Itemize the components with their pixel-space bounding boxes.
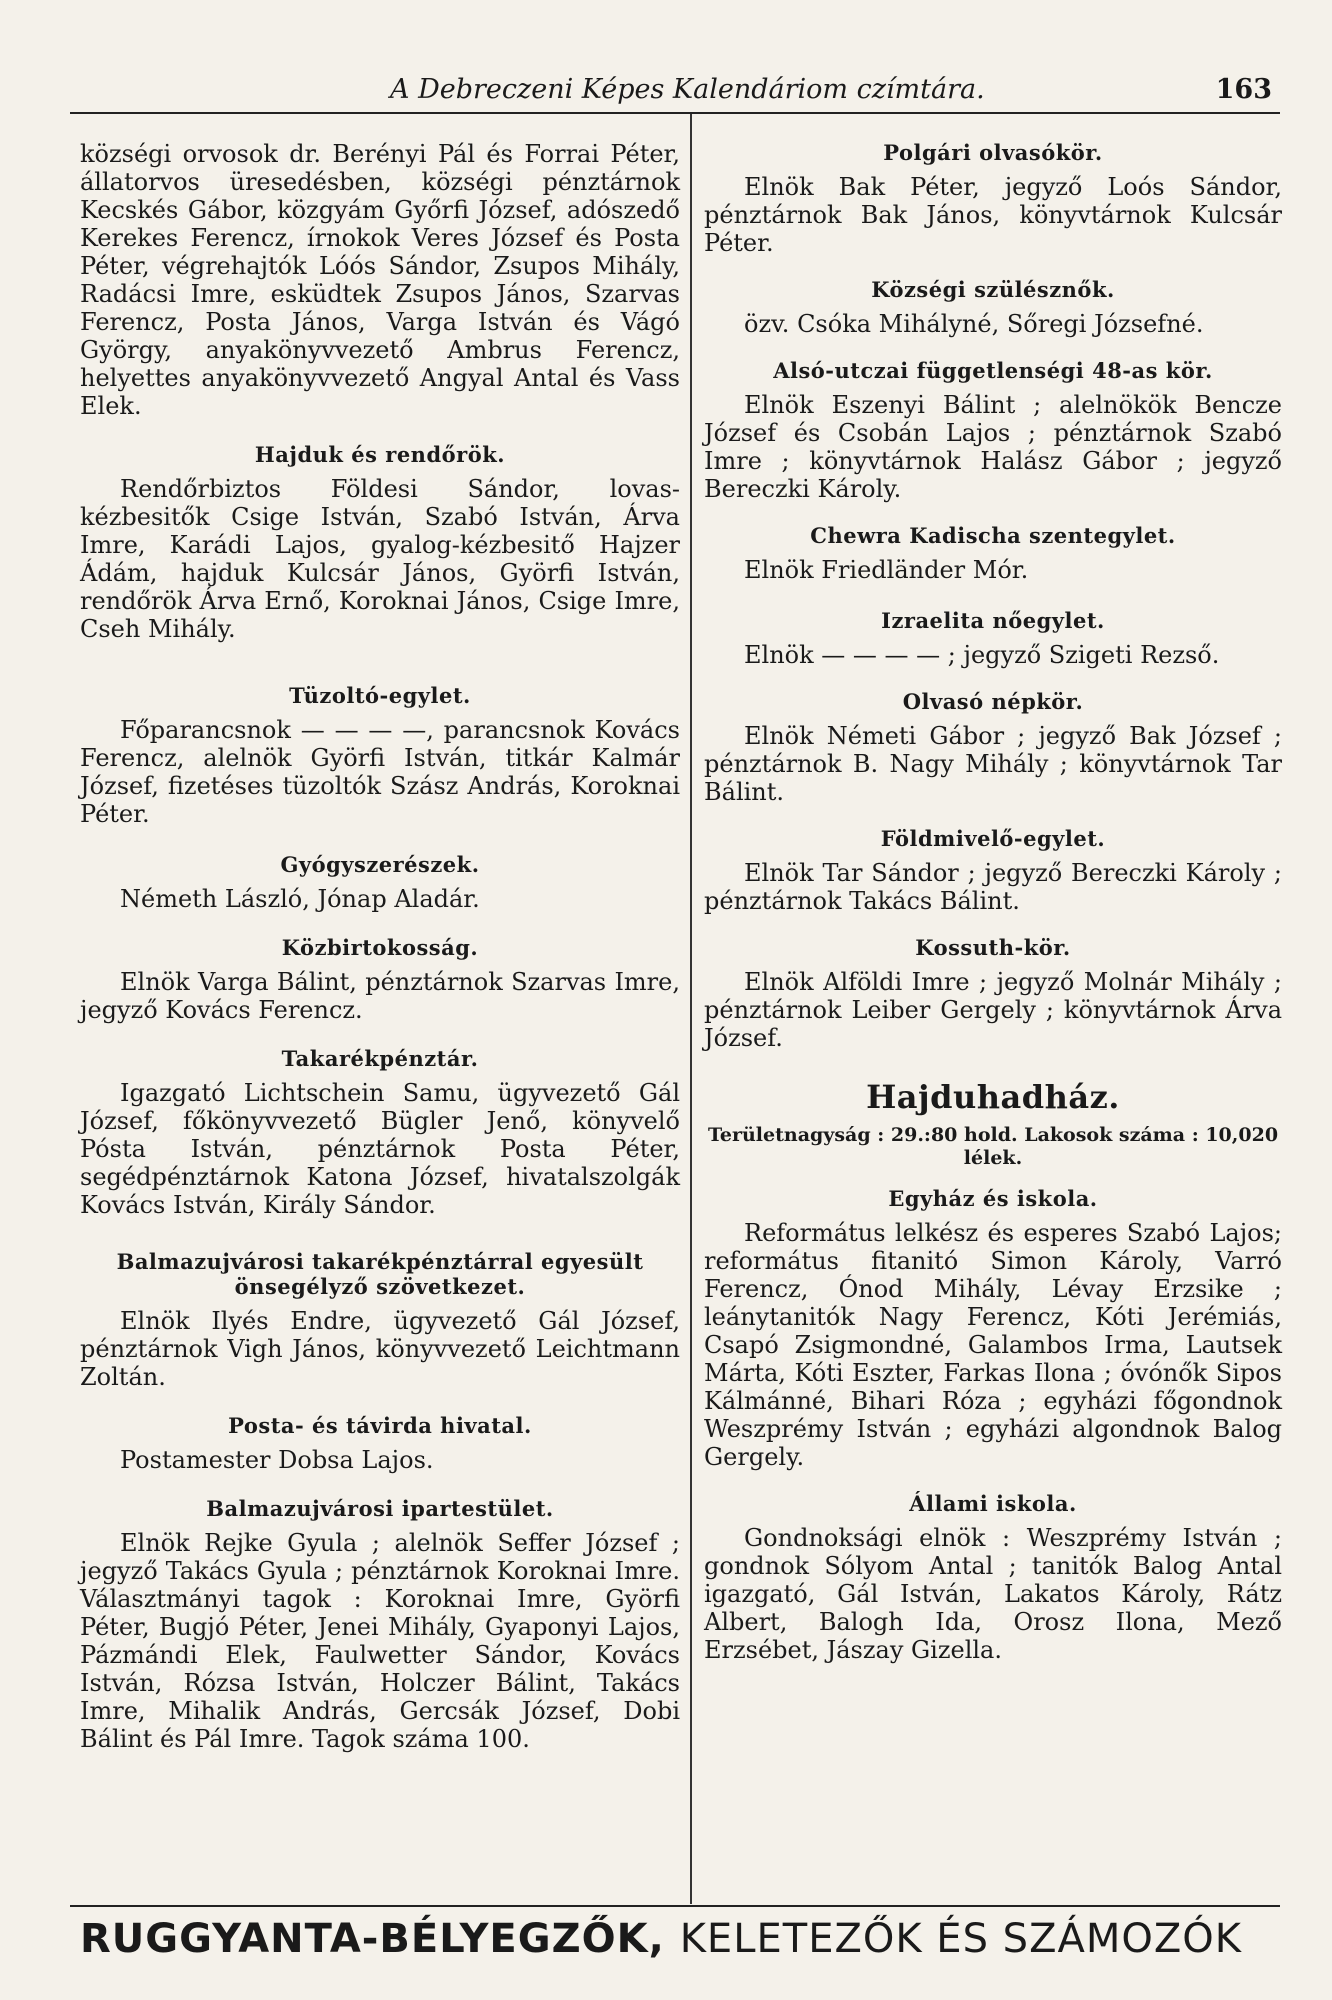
section-heading: Közbirtokosság. [281,935,479,960]
section-text: Elnök Tar Sándor ; jegyző Bereczki Károly ; pénztárnok Takács Bálint. [704,859,1282,915]
section-text: özv. Csóka Mihályné, Sőregi Józsefné. [744,310,1204,338]
section-text: Elnök Varga Bálint, pénztárnok Szarvas Imre, jegyző Kovács Ferencz. [80,968,680,1024]
section [80,442,680,643]
section-text: Postamester Dobsa Lajos. [120,1446,434,1474]
section-heading: Chewra Kadischa szentegylet. [810,523,1176,548]
section-heading: Balmazujvárosi takarékpénztárral egyesült önsegélyző szövetkezet. [116,1249,644,1299]
ad-bold-text: RUGGYANTA-BÉLYEGZŐK, [80,1916,665,1962]
left-column [80,140,680,1753]
section-heading: Állami iskola. [909,1491,1077,1516]
section-heading: Hajduk és rendőrök. [254,442,506,467]
section [704,523,1282,584]
section [80,935,680,1024]
section-heading: Polgári olvasókör. [883,140,1103,165]
section [80,1046,680,1219]
right-column [704,140,1282,1664]
column-rule [690,114,692,1904]
section-text: Főparancsnok — — — —, parancsnok Kovács Ferencz, alelnök Györfi István, titkár Kalmár József, fizetéses tüzoltók Szász András, Koroknai Péter. [80,716,680,828]
section-text: Református lelkész és esperes Szabó Lajos; református fitanitó Simon Károly, Varró Ferencz, Ónod Mihály, Lévay Erzsike ; leánytanitók Nagy Ferencz, Kóti Jerémiás, Csapó Zsigmondné, Galambos Irma, Lautsek Márta, Kóti Eszter, Farkas Ilona ; óvónők Sipos Kálmánné, Bihari Róza ; egyházi főgondnok Weszprémy István ; egyházi algondnok Balog Gergely. [704,1219,1282,1471]
section-heading: Alsó-utczai függetlenségi 48-as kör. [773,358,1213,383]
section-text: Elnök Friedländer Mór. [744,556,1029,584]
section-text: Németh László, Jónap Aladár. [120,885,480,913]
page-number: 163 [1215,74,1272,105]
section [704,689,1282,806]
section-text: Elnök Bak Péter, jegyző Loós Sándor, pénztárnok Bak János, könyvtárnok Kulcsár Péter. [704,173,1282,257]
section-heading: Földmivelő-egylet. [880,826,1106,851]
section [704,358,1282,503]
section [704,1491,1282,1664]
section-heading: Gyógyszerészek. [280,852,480,877]
section-heading: Kossuth-kör. [915,935,1071,960]
section-heading: Egyház és iskola. [888,1186,1098,1211]
header-rule [70,112,1280,114]
town-stats: Területnagyság : 29.:80 hold. Lakosok száma : 10,020 lélek. [707,1124,1279,1169]
section [80,1413,680,1474]
section [704,608,1282,669]
running-title: A Debreczeni Képes Kalendáriom czímtára. [390,74,985,105]
advertisement-headline [80,1916,1280,1962]
section [80,140,680,420]
section [704,277,1282,338]
section-heading: Olvasó népkör. [902,689,1084,714]
section [80,852,680,913]
section-heading: Takarékpénztár. [281,1046,479,1071]
section [80,683,680,828]
section-text: Elnök Ilyés Endre, ügyvezető Gál József, pénztárnok Vigh János, könyvvezető Leichtmann Zoltán. [80,1307,680,1391]
section-heading: Posta- és távirda hivatal. [228,1413,532,1438]
section-text: Elnök Rejke Gyula ; alelnök Seffer József ; jegyző Takács Gyula ; pénztárnok Koroknai Imre. Választmányi tagok : Koroknai Imre, Györfi Péter, Bugjó Péter, Jenei Mihály, Gyaponyi Lajos, Pázmándi Elek, Faulwetter Sándor, Kovács István, Rózsa István, Holczer Bálint, Takács Imre, Mihalik András, Gercsák József, Dobi Bálint és Pál Imre. Tagok száma 100. [80,1529,680,1753]
town-name: Hajduhadház. [866,1078,1120,1116]
section-text: Elnök Alföldi Imre ; jegyző Molnár Mihály ; pénztárnok Leiber Gergely ; könyvtárnok Árva József. [704,968,1282,1052]
section-text: Igazgató Lichtschein Samu, ügyvezető Gál József, főkönyvvezető Bügler Jenő, könyvelő Pósta István, pénztárnok Posta Péter, segédpénztárnok Katona József, hivatalszolgák Kovács István, Király Sándor. [80,1079,680,1219]
section-text: Elnök — — — — ; jegyző Szigeti Rezső. [744,641,1220,669]
footer-rule [70,1905,1280,1907]
section [704,1186,1282,1471]
page-header [70,74,1280,110]
section-heading: Izraelita nőegylet. [881,608,1105,633]
section-text: Gondnoksági elnök : Weszprémy István ; gondnok Sólyom Antal ; tanitók Balog Antal igazgató, Gál István, Lakatos Károly, Rátz Albert, Balogh Ida, Orosz Ilona, Mező Erzsébet, Jászay Gizella. [704,1524,1282,1664]
section [704,140,1282,257]
section-heading: Balmazujvárosi ipartestület. [206,1496,554,1521]
ad-thin-text: KELETEZŐK ÉS SZÁMOZÓK [679,1916,1242,1962]
section-heading: Tüzoltó-egylet. [289,683,471,708]
section [704,935,1282,1052]
section [80,1249,680,1391]
section-text: községi orvosok dr. Berényi Pál és Forrai Péter, állatorvos üresedésben, községi pénztárnok Kecskés Gábor, közgyám Győrfi József, adószedő Kerekes Ferencz, írnokok Veres József és Posta Péter, végrehajtók Lóós Sándor, Zsupos Mihály, Radácsi Imre, esküdtek Zsupos János, Szarvas Ferencz, Posta János, Varga István és Vágó György, anyakönyvvezető Ambrus Ferencz, helyettes anyakönyvvezető Angyal Antal és Vass Elek. [80,140,680,420]
section-text: Elnök Eszenyi Bálint ; alelnökök Bencze József és Csobán Lajos ; pénztárnok Szabó Imre ; könyvtárnok Halász Gábor ; jegyző Bereczki Károly. [704,391,1282,503]
section [704,826,1282,915]
section-heading: Községi szülésznők. [871,277,1115,302]
section-text: Rendőrbiztos Földesi Sándor, lovas-kézbesitők Csige István, Szabó István, Árva Imre, Karádi Lajos, gyalog-kézbesitő Hajzer Ádám, hajduk Kulcsár János, Györfi István, rendőrök Árva Ernő, Koroknai János, Csige Imre, Cseh Mihály. [80,475,680,643]
section [80,1496,680,1753]
town-section [704,1078,1282,1170]
section-text: Elnök Németi Gábor ; jegyző Bak József ; pénztárnok B. Nagy Mihály ; könyvtárnok Tar Bálint. [704,722,1282,806]
